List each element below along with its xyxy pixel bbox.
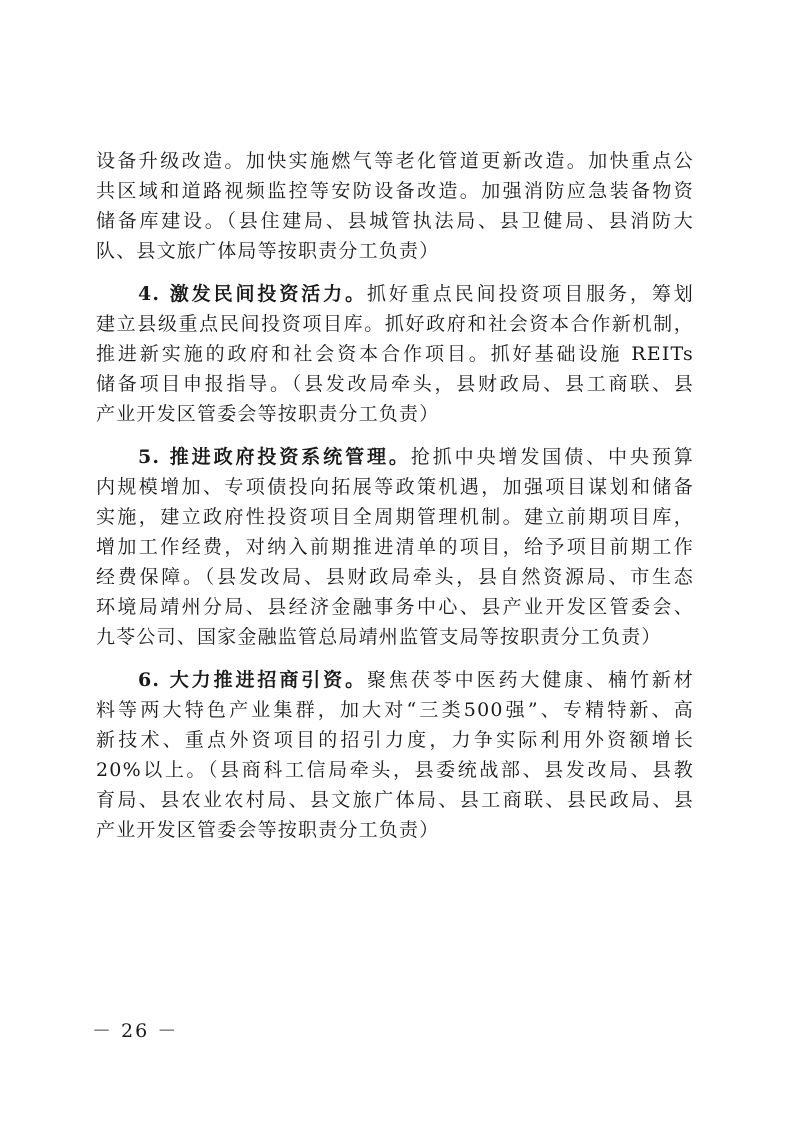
paragraph-continuation xyxy=(96,146,694,266)
text-line: 队、县文旅广体局等按职责分工负责） xyxy=(96,240,440,262)
paragraph-item-4 xyxy=(96,279,694,429)
text-line: 内规模增加、专项债投向拓展等政策机遇，加强项目谋划和储备 xyxy=(96,476,694,498)
text-line xyxy=(96,442,694,472)
text-line: 新技术、重点外资项目的招引力度，力争实际利用外资额增长 xyxy=(96,729,694,751)
text-line: 共区域和道路视频监控等安防设备改造。加强消防应急装备物资 xyxy=(96,180,694,202)
text-line: 九苓公司、国家金融监管总局靖州监管支局等按职责分工负责） xyxy=(96,626,662,648)
item-text: 抓好重点民间投资项目服务，筹划 xyxy=(367,283,694,305)
body-text xyxy=(96,146,694,845)
page-number: － 26 － xyxy=(92,1020,179,1042)
text-line: 推进新实施的政府和社会资本合作项目。抓好基础设施 REITs xyxy=(96,343,694,365)
text-line xyxy=(96,665,694,695)
text-line: 设备升级改造。加快实施燃气等老化管道更新改造。加快重点公 xyxy=(96,150,694,172)
text-line: 储备库建设。（县住建局、县城管执法局、县卫健局、县消防大 xyxy=(96,210,694,232)
paragraph-item-6 xyxy=(96,665,694,845)
text-line: 环境局靖州分局、县经济金融事务中心、县产业开发区管委会、 xyxy=(96,596,694,618)
text-line: 料等两大特色产业集群，加大对“三类500强”、专精特新、高 xyxy=(96,699,694,721)
text-line: 增加工作经费，对纳入前期推进清单的项目，给予项目前期工作 xyxy=(96,536,694,558)
text-line: 建立县级重点民间投资项目库。抓好政府和社会资本合作新机制， xyxy=(96,313,694,335)
text-line: 经费保障。（县发改局、县财政局牵头，县自然资源局、市生态 xyxy=(96,566,694,588)
item-heading: 6. 大力推进招商引资。 xyxy=(138,669,367,691)
text-line: 育局、县农业农村局、县文旅广体局、县工商联、县民政局、县 xyxy=(96,789,694,811)
text-line: 实施，建立政府性投资项目全周期管理机制。建立前期项目库， xyxy=(96,506,694,528)
text-line: 产业开发区管委会等按职责分工负责） xyxy=(96,403,440,425)
paragraph-item-5 xyxy=(96,442,694,652)
text-line: 产业开发区管委会等按职责分工负责） xyxy=(96,819,440,841)
text-line xyxy=(96,279,694,309)
item-heading: 5. 推进政府投资系统管理。 xyxy=(138,446,411,468)
item-text: 抢抓中央增发国债、中央预算 xyxy=(410,446,694,468)
item-heading: 4. 激发民间投资活力。 xyxy=(138,283,367,305)
text-line: 20%以上。（县商科工信局牵头，县委统战部、县发改局、县教 xyxy=(96,759,694,781)
text-line: 储备项目申报指导。（县发改局牵头，县财政局、县工商联、县 xyxy=(96,373,694,395)
item-text: 聚焦茯苓中医药大健康、楠竹新材 xyxy=(367,669,694,691)
